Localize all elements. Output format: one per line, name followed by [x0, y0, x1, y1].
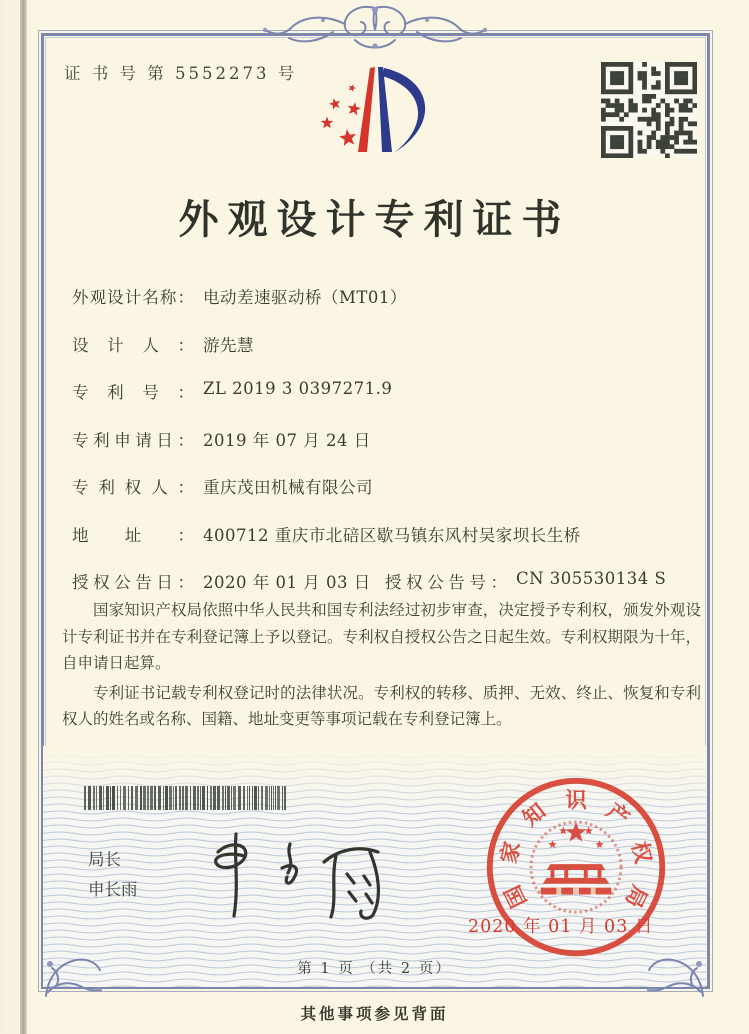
field-label: 外观设计名称：: [72, 288, 194, 307]
field-label: 专利号：: [72, 383, 194, 402]
official-seal: [478, 772, 674, 968]
field-value: 游先慧: [203, 335, 254, 355]
legal-paragraph-2: 专利证书记载专利权登记时的法律状况。专利权的转移、质押、无效、终止、恢复和专利权人的姓名或名称、国籍、地址变更等事项记载在专利登记簿上。: [62, 683, 701, 729]
svg-text:家: 家: [496, 839, 526, 866]
field-address: [72, 522, 701, 549]
svg-text:识: 识: [565, 788, 587, 814]
field-value: ZL 2019 3 0397271.9: [203, 379, 393, 398]
field-value: 400712 重庆市北碚区歇马镇东风村吴家坝长生桥: [203, 525, 581, 545]
handwritten-signature: [198, 826, 398, 924]
scan-edge-light: [0, 0, 20, 1034]
svg-text:局: 局: [619, 880, 652, 912]
logo-stars: [321, 83, 362, 146]
svg-text:产: 产: [601, 798, 634, 832]
document-title: 外观设计专利证书: [178, 196, 571, 243]
commissioner-name: 申长雨: [88, 880, 138, 899]
svg-text:知: 知: [518, 798, 551, 832]
field-designer: [72, 332, 701, 359]
field-patent-number: [72, 379, 701, 406]
field-grant-date: [72, 569, 701, 596]
svg-text:国: 国: [500, 880, 533, 912]
seal-date: 2020 年 01 月 03 日: [468, 917, 654, 937]
legal-text: [62, 597, 701, 736]
commissioner-title: 局长: [88, 850, 121, 869]
certificate-number: 证 书 号 第 5552273 号: [64, 64, 298, 83]
field-label: 设计人：: [72, 335, 194, 355]
field-grant-number: [385, 569, 666, 593]
field-label: 专利申请日：: [72, 430, 194, 450]
svg-text:权: 权: [626, 839, 656, 866]
field-value: 2019 年 07 月 24 日: [203, 430, 371, 450]
field-filing-date: [72, 427, 701, 454]
field-label: 授权公告号：: [385, 573, 507, 592]
qr-code: [601, 62, 697, 158]
field-label: 地址：: [72, 525, 194, 545]
barcode: [82, 786, 290, 810]
field-value: 电动差速驱动桥（MT01）: [203, 288, 407, 307]
field-value: CN 305530134 S: [516, 569, 667, 588]
field-value: 重庆茂田机械有限公司: [203, 478, 373, 497]
commissioner-block: [88, 845, 138, 905]
legal-paragraph-1: 国家知识产权局依照中华人民共和国专利法经过初步审查，决定授予专利权，颁发外观设计专利证书并在专利登记簿上予以登记。专利权自授权公告之日起生效。专利权期限为十年，自申请日起算。: [62, 601, 701, 673]
field-patentee: [72, 474, 701, 501]
back-side-note: 其他事项参见背面: [300, 1004, 449, 1023]
field-label: 授权公告日：: [72, 573, 194, 592]
field-value: 2020 年 01 月 03 日: [203, 573, 371, 592]
cnipa-logo: [290, 40, 470, 170]
field-label: 专利权人：: [72, 478, 194, 497]
page-number: 第 1 页 （共 2 页）: [297, 961, 452, 977]
field-design-name: [72, 284, 701, 311]
field-list: [72, 284, 701, 617]
scan-edge-shadow: [20, 0, 27, 1034]
